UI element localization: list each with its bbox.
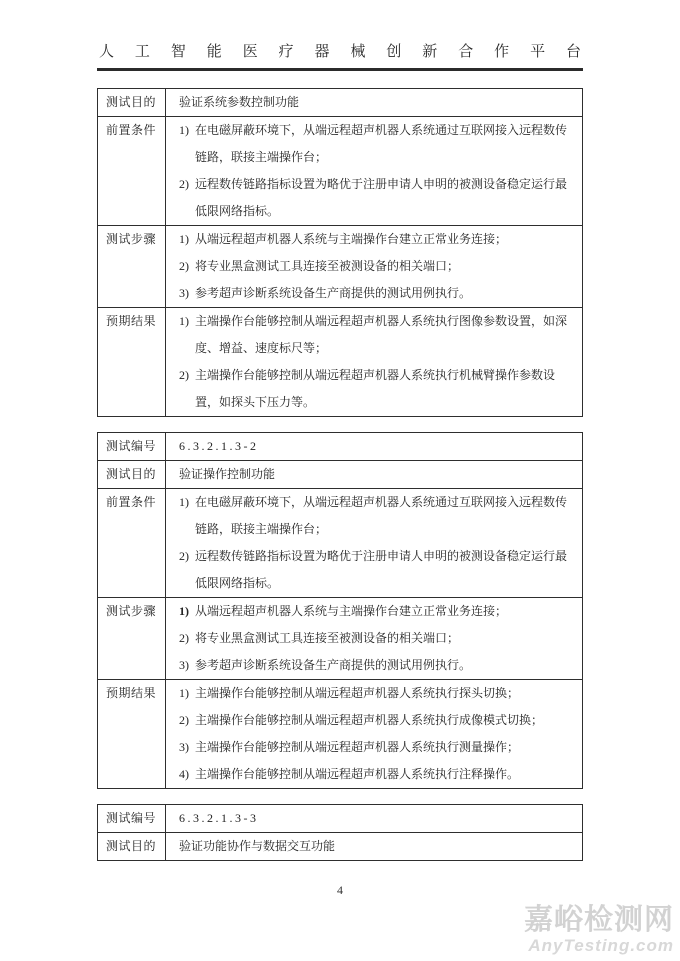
list-item-number: 3) [179,740,189,754]
list-item [166,489,582,543]
table-row [98,832,582,860]
table-row [98,225,582,307]
list-item-text: 主端操作台能够控制从端远程超声机器人系统执行图像参数设置，如深度、增益、速度标尺等； [195,314,568,355]
row-content [166,489,582,597]
table-row [98,89,582,116]
table-row [98,805,582,832]
tables-container [97,71,583,861]
list-item [166,707,582,734]
row-label: 前置条件 [98,489,166,597]
list-item-number: 1) [179,123,189,137]
row-label: 测试目的 [98,89,166,116]
row-content [166,433,582,460]
header-title-char: 平 [530,44,546,60]
list-item-text: 主端操作台能够控制从端远程超声机器人系统执行注释操作。 [195,767,520,781]
list-item-number: 2) [179,368,189,382]
list-item [166,680,582,707]
table-row [98,679,582,788]
row-label: 测试步骤 [98,226,166,307]
list-item-number: 1) [179,686,189,700]
row-label: 测试目的 [98,461,166,488]
list-item-text: 将专业黑盒测试工具连接至被测设备的相关端口； [195,259,460,273]
row-text: 验证系统参数控制功能 [179,95,300,109]
list-item [166,761,582,788]
row-label: 测试编号 [98,805,166,832]
header-title-char: 合 [458,44,474,60]
list-item-text: 参考超声诊断系统设备生产商提供的测试用例执行。 [195,286,472,300]
header-title-char: 械 [350,44,366,60]
page-footer [0,883,680,898]
watermark-site-name: 嘉峪检测网 [523,904,674,936]
list-item-number: 2) [179,631,189,645]
header-title [97,42,583,71]
table-row [98,307,582,416]
header-title-char: 台 [565,44,581,60]
table-row [98,597,582,679]
list-item [166,117,582,171]
test-case-table-3 [97,804,583,861]
row-content [166,226,582,307]
list-item-text: 从端远程超声机器人系统与主端操作台建立正常业务连接； [195,604,508,618]
list-item [166,598,582,625]
list-item [166,362,582,416]
list-item-text: 将专业黑盒测试工具连接至被测设备的相关端口； [195,631,460,645]
list-item-number: 1) [179,604,189,618]
test-case-table-2 [97,432,583,789]
list-item-text: 主端操作台能够控制从端远程超声机器人系统执行机械臂操作参数设置，如探头下压力等。 [195,368,556,409]
header-title-char: 创 [386,44,402,60]
list-item [166,625,582,652]
watermark-domain: AnyTesting.com [528,936,674,955]
row-label: 测试目的 [98,833,166,860]
row-text: 验证操作控制功能 [179,467,276,481]
header-title-char: 智 [170,44,186,60]
list-item-number: 3) [179,286,189,300]
test-case-table-1 [97,88,583,417]
list-item-text: 参考超声诊断系统设备生产商提供的测试用例执行。 [195,658,472,672]
header-title-char: 能 [206,44,222,60]
row-text: 验证功能协作与数据交互功能 [179,839,336,853]
list-item [166,734,582,761]
list-item-number: 1) [179,314,189,328]
list-item [166,308,582,362]
list-item-text: 远程数传链路指标设置为略优于注册申请人申明的被测设备稳定运行最低限网络指标。 [195,549,568,590]
row-label: 测试编号 [98,433,166,460]
list-item-text: 在电磁屏蔽环境下，从端远程超声机器人系统通过互联网接入远程数传链路，联接主端操作台； [195,495,568,536]
list-item-text: 主端操作台能够控制从端远程超声机器人系统执行测量操作； [195,740,520,754]
list-item [166,226,582,253]
page-header [97,0,583,71]
header-title-char: 作 [494,44,510,60]
list-item-text: 远程数传链路指标设置为略优于注册申请人申明的被测设备稳定运行最低限网络指标。 [195,177,568,218]
header-title-char: 器 [314,44,330,60]
row-content [166,308,582,416]
row-content [166,117,582,225]
table-row [98,460,582,488]
list-item [166,280,582,307]
list-item [166,543,582,597]
row-label: 预期结果 [98,308,166,416]
list-item-text: 从端远程超声机器人系统与主端操作台建立正常业务连接； [195,232,508,246]
list-item-number: 2) [179,177,189,191]
watermark [524,904,674,955]
list-item-number: 1) [179,495,189,509]
list-item [166,171,582,225]
list-item-number: 2) [179,549,189,563]
row-content [166,89,582,116]
list-item [166,652,582,679]
row-label: 前置条件 [98,117,166,225]
row-text: 6.3.2.1.3-2 [179,439,259,453]
header-title-char: 新 [422,44,438,60]
row-content [166,680,582,788]
row-content [166,833,582,860]
list-item [166,253,582,280]
row-content [166,598,582,679]
row-content [166,461,582,488]
list-item-text: 主端操作台能够控制从端远程超声机器人系统执行探头切换； [195,686,520,700]
row-label: 预期结果 [98,680,166,788]
list-item-number: 1) [179,232,189,246]
row-text: 6.3.2.1.3-3 [179,811,259,825]
page-content [97,0,583,876]
table-row [98,488,582,597]
list-item-number: 2) [179,259,189,273]
table-row [98,116,582,225]
header-title-char: 工 [134,44,150,60]
page-number: 4 [337,883,343,897]
table-row [98,433,582,460]
list-item-number: 4) [179,767,189,781]
header-title-char: 人 [99,44,115,60]
header-title-char: 医 [242,44,258,60]
row-content [166,805,582,832]
list-item-number: 3) [179,658,189,672]
row-label: 测试步骤 [98,598,166,679]
list-item-text: 主端操作台能够控制从端远程超声机器人系统执行成像模式切换； [195,713,544,727]
list-item-number: 2) [179,713,189,727]
list-item-text: 在电磁屏蔽环境下，从端远程超声机器人系统通过互联网接入远程数传链路，联接主端操作台； [195,123,568,164]
header-title-char: 疗 [278,44,294,60]
